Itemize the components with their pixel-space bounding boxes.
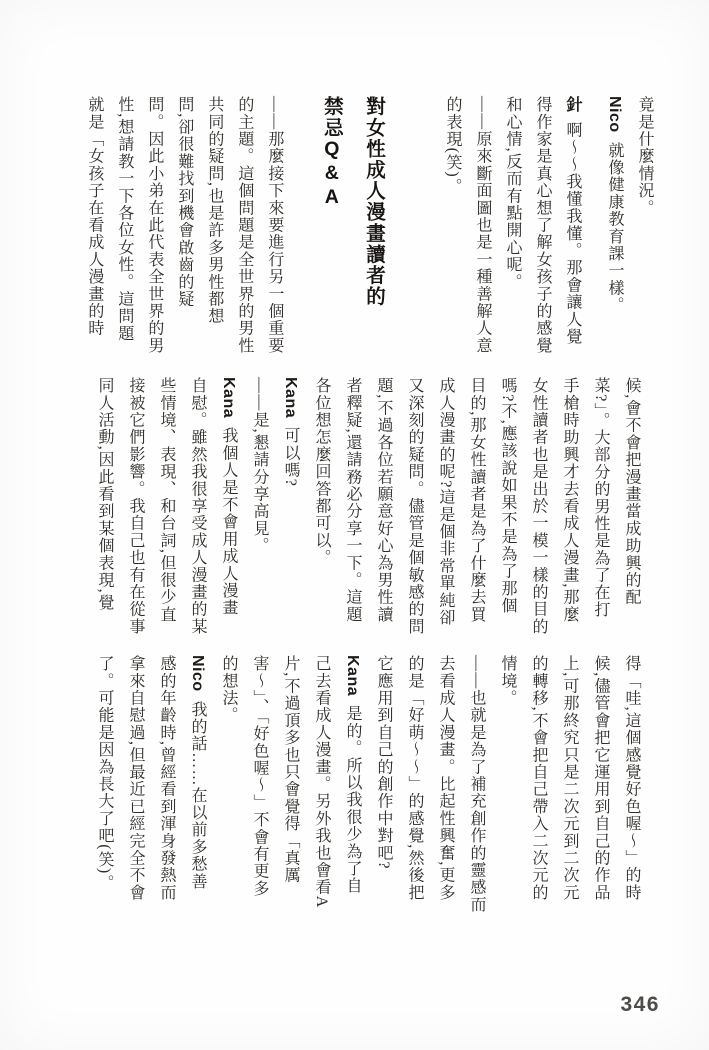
text-line: 各位想怎麼回答都可以。 bbox=[313, 377, 330, 567]
text-line: 手槍時助興才去看成人漫畫,那麼 bbox=[561, 377, 578, 623]
text-line: ——是,懇請分享高見。 bbox=[251, 377, 268, 555]
text-line: ——也就是為了補充創作的靈感而 bbox=[468, 655, 485, 913]
text-line: 得作家是真心想了解女孩子的感覺 bbox=[534, 96, 551, 354]
text-line: 己去看成人漫畫。另外我也會看A bbox=[313, 655, 330, 909]
text-line: 片,不過頂多也只會覺得「真厲 bbox=[282, 655, 299, 884]
line-text: 就像健康教育課一樣。 bbox=[606, 141, 623, 314]
text-line: 去看成人漫畫。比起性興奮,更多 bbox=[437, 655, 454, 901]
text-line: 成人漫畫的呢?這是個非常單純卻 bbox=[437, 377, 454, 627]
text-line: 女性讀者也是出於一模一樣的目的 bbox=[530, 377, 547, 635]
text-line: 了。可能是因為長大了吧(笑)。 bbox=[96, 655, 113, 892]
text-line: 又深刻的疑問。儘管是個敏感的問 bbox=[406, 377, 423, 635]
line-text: 是的。所以我很少為了自 bbox=[344, 705, 361, 895]
qa-title-latin: Q&A bbox=[320, 138, 343, 211]
text-section-top bbox=[79, 96, 659, 372]
qa-section-title-line-1: 對女性成人漫畫讀者的 bbox=[363, 96, 385, 307]
speaker-name: Kana bbox=[282, 377, 299, 419]
text-line: 接被它們影響。我自己也有在從事 bbox=[127, 377, 144, 635]
speaker-name: Nico bbox=[606, 96, 623, 133]
qa-title-cjk: 禁忌 bbox=[320, 96, 343, 139]
text-line-speaker bbox=[337, 655, 368, 931]
text-line: ——原來斷面圖也是一種善解人意 bbox=[474, 96, 491, 354]
text-line: 的是「好萌〜〜」的感覺,然後把 bbox=[406, 655, 423, 901]
text-line: 候,會不會把漫畫當成助興的配 bbox=[623, 377, 640, 606]
text-line-speaker bbox=[557, 96, 587, 372]
speaker-name: 針 bbox=[564, 96, 581, 113]
text-line: 嗎?不,應該說如果不是為了那個 bbox=[499, 377, 516, 615]
text-line-speaker bbox=[182, 655, 213, 931]
speaker-name: Kana bbox=[344, 655, 361, 697]
text-line: 目的,那女性讀者是為了什麼去買 bbox=[468, 377, 485, 623]
text-line: 害〜」、「好色喔〜」不會有更多 bbox=[251, 655, 268, 897]
line-text: 我個人是不會用成人漫畫 bbox=[220, 427, 237, 617]
text-line: 的想法。 bbox=[220, 655, 237, 724]
text-line: 問,卻很難找到機會啟齒的疑 bbox=[175, 96, 193, 308]
text-line: 候,儘管會把它運用到自己的作品 bbox=[592, 655, 609, 901]
text-line: 和心情,反而有點開心呢。 bbox=[504, 96, 521, 291]
text-line: 的主題。這個問題是全世界的男性 bbox=[235, 96, 253, 354]
speaker-name: Nico bbox=[189, 655, 206, 692]
text-section-bottom bbox=[89, 655, 647, 931]
qa-section-title-line-2 bbox=[319, 96, 345, 372]
text-line: 就是「女孩子在看成人漫畫的時 bbox=[85, 96, 103, 337]
text-line: 感的年齡時,曾經看到渾身發熱而 bbox=[158, 655, 175, 901]
text-line-speaker bbox=[213, 377, 244, 653]
text-line-speaker bbox=[599, 96, 629, 372]
text-line: 竟是什麼情況。 bbox=[636, 96, 653, 217]
text-line: 共同的疑問,也是許多男性都想 bbox=[205, 96, 223, 325]
text-line: 自慰。雖然我很享受成人漫畫的某 bbox=[189, 377, 206, 635]
line-text: 啊〜〜我懂我懂。那會讓人覺 bbox=[564, 121, 581, 346]
line-text: 可以嗎? bbox=[282, 427, 299, 488]
text-line: 上,可那終究只是二次元到二次元 bbox=[561, 655, 578, 901]
line-text: 我的話……在以前多愁善 bbox=[189, 700, 206, 890]
text-line: 性,想請教一下各位女性。這問題 bbox=[115, 96, 133, 342]
text-line: 者釋疑,還請務必分享一下。這題 bbox=[344, 377, 361, 623]
text-line: 題,不過各位若願意好心為男性讀 bbox=[375, 377, 392, 623]
text-line: 它應用到自己的創作中對吧? bbox=[375, 655, 392, 870]
text-line: 得「哇,這個感覺好色喔〜」的時 bbox=[623, 655, 640, 901]
text-line: 菜?」。大部分的男性是為了在打 bbox=[592, 377, 609, 619]
text-line: ——那麼接下來要進行另一個重要 bbox=[265, 96, 283, 354]
text-line: 同人活動,因此看到某個表現,覺 bbox=[96, 377, 113, 611]
text-line: 問。因此小弟在此代表全世界的男 bbox=[145, 96, 163, 354]
page-number: 346 bbox=[620, 993, 660, 1016]
text-line: 的表現(笑)。 bbox=[444, 96, 461, 196]
text-line: 情境。 bbox=[499, 655, 516, 707]
text-line: 的轉移,不會把自己帶入二次元的 bbox=[530, 655, 547, 901]
text-line-speaker bbox=[275, 377, 306, 653]
speaker-name: Kana bbox=[220, 377, 237, 419]
text-line: 拿來自慰過,但最近已經完全不會 bbox=[127, 655, 144, 901]
text-line: 些情境、表現、和台詞,但很少直 bbox=[158, 377, 175, 623]
text-section-middle bbox=[89, 377, 647, 653]
